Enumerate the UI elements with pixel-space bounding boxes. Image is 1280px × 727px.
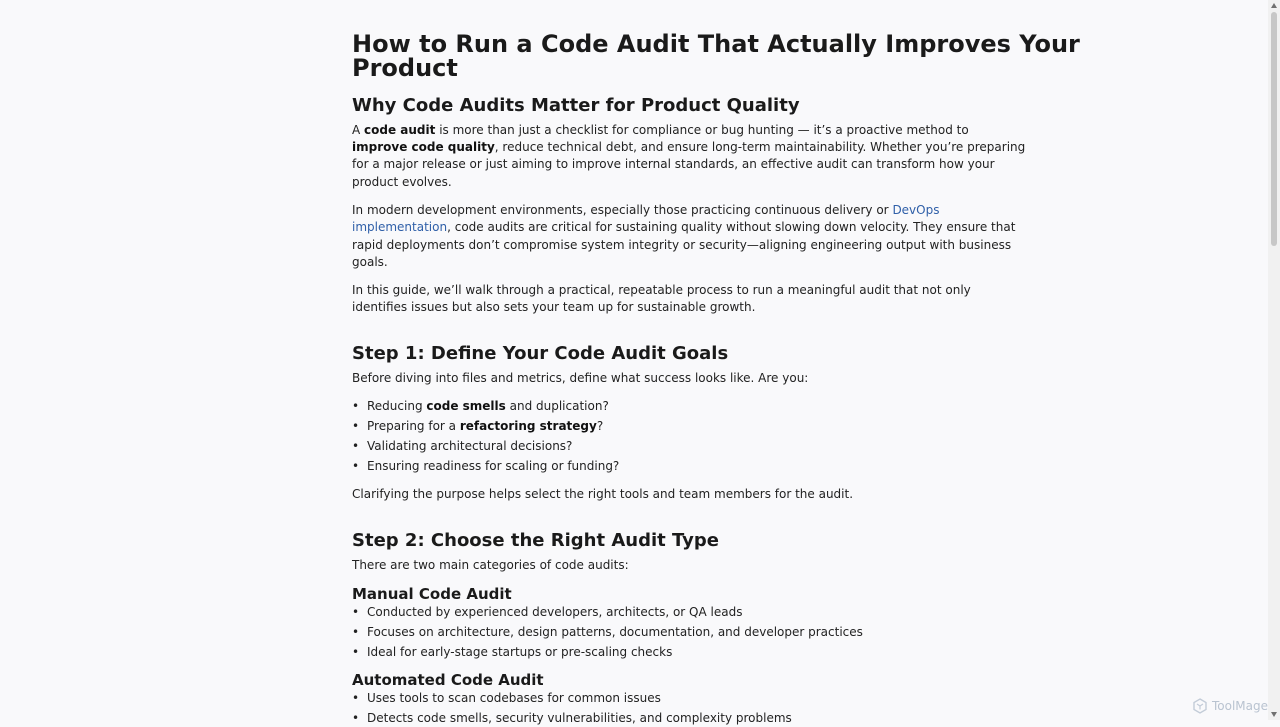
watermark-text: ToolMage	[1211, 699, 1268, 713]
text: , code audits are critical for sustaining quality without slowing down velocity. They ensure that	[447, 220, 1016, 234]
text: and duplication?	[505, 399, 609, 413]
paragraph-line: rapid deployments don’t compromise system integrity or security—aligning engineering output with business	[352, 238, 1012, 252]
paragraph-line: product evolves.	[352, 175, 452, 189]
paragraph-line	[352, 219, 1015, 236]
toolmage-logo-icon	[1192, 698, 1208, 714]
bold-term-code-audit: code audit	[364, 123, 436, 137]
paragraph-line: identifies issues but also sets your team up for sustainable growth.	[352, 300, 756, 314]
scroll-up-arrow-icon[interactable]	[1271, 3, 1277, 8]
list-item	[352, 398, 609, 415]
text: In modern development environments, especially those practicing continuous delivery or	[352, 203, 893, 217]
list-item: • Detects code smells, security vulnerabilities, and complexity problems	[352, 710, 792, 727]
scroll-down-arrow-icon[interactable]	[1271, 712, 1277, 717]
text: ?	[596, 419, 604, 433]
watermark	[1192, 698, 1268, 714]
bold-term-improve-code-quality: improve code quality	[352, 140, 495, 154]
heading-step-2: Step 2: Choose the Right Audit Type	[352, 530, 719, 551]
scrollbar-thumb[interactable]	[1271, 12, 1277, 246]
list-item: • Ensuring readiness for scaling or funding?	[352, 458, 619, 475]
text: A	[352, 123, 365, 137]
list-item: • Uses tools to scan codebases for common issues	[352, 690, 661, 707]
paragraph-line: for a major release or just aiming to improve internal standards, an effective audit can transform how your	[352, 157, 995, 171]
text: , reduce technical debt, and ensure long-term maintainability. Whether you’re preparing	[494, 140, 1026, 154]
devops-implementation-link-cont[interactable]: implementation	[352, 220, 448, 234]
paragraph-line: Before diving into files and metrics, define what success looks like. Are you:	[352, 371, 809, 385]
heading-automated-code-audit: Automated Code Audit	[352, 671, 544, 689]
paragraph-line	[352, 122, 969, 139]
page-title-line2: Product	[352, 54, 458, 82]
devops-implementation-link[interactable]: DevOps	[892, 203, 940, 217]
bold-term-code-smells: code smells	[426, 399, 506, 413]
text: Reducing	[367, 399, 427, 413]
paragraph-line	[352, 139, 1025, 156]
text: is more than just a checklist for compliance or bug hunting — it’s a proactive method to	[435, 123, 969, 137]
heading-step-1: Step 1: Define Your Code Audit Goals	[352, 343, 729, 364]
list-item: • Conducted by experienced developers, architects, or QA leads	[352, 604, 742, 621]
paragraph-line: Clarifying the purpose helps select the right tools and team members for the audit.	[352, 487, 854, 501]
list-item	[352, 418, 603, 435]
paragraph-line: goals.	[352, 255, 388, 269]
vertical-scrollbar[interactable]	[1268, 0, 1280, 720]
heading-manual-code-audit: Manual Code Audit	[352, 585, 512, 603]
page-title: How to Run a Code Audit That Actually Improves Your	[352, 30, 1080, 58]
list-item: • Focuses on architecture, design patterns, documentation, and developer practices	[352, 624, 863, 641]
list-item: • Validating architectural decisions?	[352, 438, 572, 455]
heading-why-code-audits: Why Code Audits Matter for Product Quality	[352, 95, 800, 116]
paragraph-line: In this guide, we’ll walk through a practical, repeatable process to run a meaningful audit that not only	[352, 283, 971, 297]
paragraph-line: There are two main categories of code audits:	[352, 558, 629, 572]
paragraph-line	[352, 202, 939, 219]
bold-term-refactoring-strategy: refactoring strategy	[459, 419, 597, 433]
text: Preparing for a	[367, 419, 460, 433]
list-item: • Ideal for early-stage startups or pre-scaling checks	[352, 644, 672, 661]
